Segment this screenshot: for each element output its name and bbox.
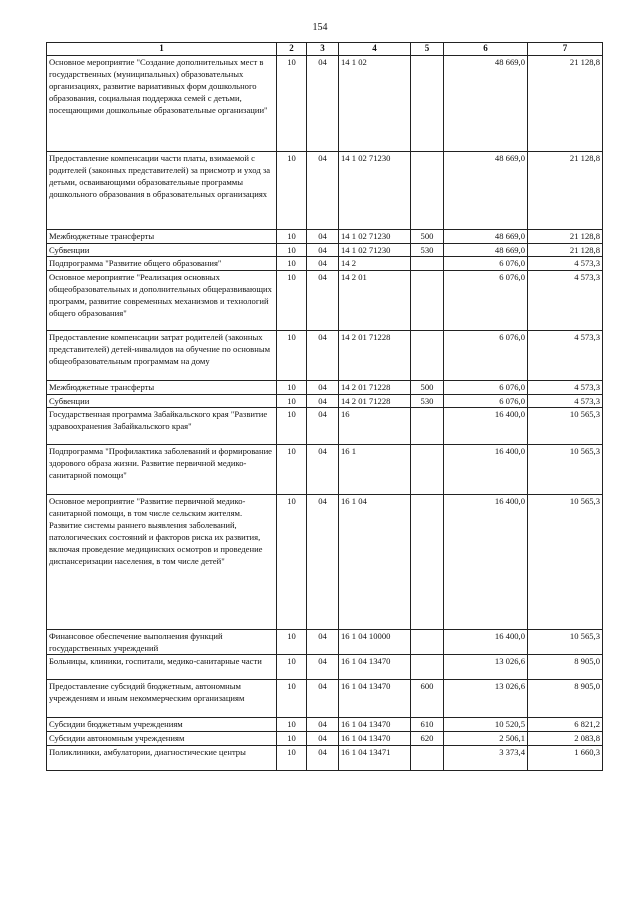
cell-name: Основное мероприятие "Развитие первичной медико-санитарной помощи, в том числе сельским жителям. Развитие системы раннего выявления заболеваний, патологических состояний и факторов риска их развития, включая проведение медицинских осмотров и проведение диспансеризации населения, в том числе детей": [47, 495, 277, 630]
cell-rz: 10: [277, 495, 307, 630]
cell-pr: 04: [307, 257, 339, 271]
cell-vr: [411, 56, 444, 152]
cell-vr: [411, 746, 444, 771]
cell-sum1: 6 076,0: [444, 331, 528, 381]
cell-pr: 04: [307, 331, 339, 381]
cell-rz: 10: [277, 680, 307, 718]
cell-sum2: 4 573,3: [528, 271, 603, 331]
cell-vr: [411, 630, 444, 655]
cell-rz: 10: [277, 152, 307, 230]
cell-pr: 04: [307, 630, 339, 655]
cell-pr: 04: [307, 230, 339, 244]
cell-sum2: 21 128,8: [528, 244, 603, 257]
cell-rz: 10: [277, 445, 307, 495]
cell-sum2: 4 573,3: [528, 381, 603, 395]
cell-sum1: 6 076,0: [444, 271, 528, 331]
cell-csr: 16 1: [339, 445, 411, 495]
cell-rz: 10: [277, 230, 307, 244]
cell-pr: 04: [307, 680, 339, 718]
cell-sum2: 10 565,3: [528, 630, 603, 655]
cell-name: Субвенции: [47, 395, 277, 408]
cell-pr: 04: [307, 381, 339, 395]
table-row: [47, 244, 603, 257]
header-col-3: 3: [307, 43, 339, 56]
cell-name: Основное мероприятие "Создание дополнительных мест в государственных (муниципальных) образовательных организациях, развитие вариативных форм дошкольного образования, социальная поддержка семей с детьми, посещающими дошкольные образовательные организации": [47, 56, 277, 152]
cell-csr: 16 1 04 13470: [339, 680, 411, 718]
header-col-4: 4: [339, 43, 411, 56]
table-row: [47, 445, 603, 495]
cell-sum1: 13 026,6: [444, 655, 528, 680]
cell-sum1: 16 400,0: [444, 445, 528, 495]
cell-pr: 04: [307, 152, 339, 230]
cell-name: Подпрограмма "Профилактика заболеваний и формирование здорового образа жизни. Развитие первичной медико-санитарной помощи": [47, 445, 277, 495]
cell-sum2: 2 083,8: [528, 732, 603, 746]
table-row: [47, 655, 603, 680]
cell-rz: 10: [277, 718, 307, 732]
cell-csr: 14 2: [339, 257, 411, 271]
cell-vr: 600: [411, 680, 444, 718]
cell-sum1: 6 076,0: [444, 381, 528, 395]
cell-vr: [411, 271, 444, 331]
header-col-2: 2: [277, 43, 307, 56]
cell-pr: 04: [307, 271, 339, 331]
cell-rz: 10: [277, 732, 307, 746]
cell-vr: 500: [411, 230, 444, 244]
cell-sum1: 48 669,0: [444, 244, 528, 257]
cell-sum2: 10 565,3: [528, 445, 603, 495]
cell-pr: 04: [307, 244, 339, 257]
table-row: [47, 271, 603, 331]
cell-csr: 16 1 04 10000: [339, 630, 411, 655]
cell-name: Субсидии бюджетным учреждениям: [47, 718, 277, 732]
cell-pr: 04: [307, 495, 339, 630]
cell-sum2: 4 573,3: [528, 395, 603, 408]
cell-vr: [411, 408, 444, 445]
header-col-7: 7: [528, 43, 603, 56]
cell-pr: 04: [307, 395, 339, 408]
cell-pr: 04: [307, 718, 339, 732]
cell-rz: 10: [277, 630, 307, 655]
table-row: [47, 331, 603, 381]
cell-rz: 10: [277, 746, 307, 771]
cell-rz: 10: [277, 257, 307, 271]
cell-name: Поликлиники, амбулатории, диагностические центры: [47, 746, 277, 771]
table-row: [47, 381, 603, 395]
table-row: [47, 495, 603, 630]
cell-name: Межбюджетные трансферты: [47, 381, 277, 395]
cell-name: Основное мероприятие "Реализация основных общеобразовательных и дополнительных общеразвивающих программ, развитие современных механизмов и технологий общего образования": [47, 271, 277, 331]
cell-vr: [411, 257, 444, 271]
header-col-5: 5: [411, 43, 444, 56]
cell-vr: [411, 495, 444, 630]
cell-csr: 16 1 04 13471: [339, 746, 411, 771]
cell-sum1: 3 373,4: [444, 746, 528, 771]
cell-name: Субвенции: [47, 244, 277, 257]
cell-vr: [411, 152, 444, 230]
cell-rz: 10: [277, 271, 307, 331]
cell-csr: 14 2 01: [339, 271, 411, 331]
cell-rz: 10: [277, 395, 307, 408]
cell-name: Больницы, клиники, госпитали, медико-санитарные части: [47, 655, 277, 680]
table-row: [47, 408, 603, 445]
cell-vr: 620: [411, 732, 444, 746]
cell-sum2: 4 573,3: [528, 331, 603, 381]
table-row: [47, 718, 603, 732]
table-row: [47, 732, 603, 746]
cell-sum2: 6 821,2: [528, 718, 603, 732]
cell-sum2: 10 565,3: [528, 408, 603, 445]
header-col-1: 1: [47, 43, 277, 56]
cell-csr: 14 1 02: [339, 56, 411, 152]
cell-rz: 10: [277, 408, 307, 445]
cell-sum1: 10 520,5: [444, 718, 528, 732]
cell-pr: 04: [307, 746, 339, 771]
table-row: [47, 257, 603, 271]
cell-sum2: 1 660,3: [528, 746, 603, 771]
cell-name: Государственная программа Забайкальского края "Развитие здравоохранения Забайкальского края": [47, 408, 277, 445]
cell-sum1: 16 400,0: [444, 408, 528, 445]
cell-csr: 16 1 04 13470: [339, 718, 411, 732]
table-row: [47, 56, 603, 152]
table-row: [47, 746, 603, 771]
cell-sum1: 48 669,0: [444, 230, 528, 244]
cell-sum1: 6 076,0: [444, 395, 528, 408]
cell-pr: 04: [307, 655, 339, 680]
cell-csr: 14 2 01 71228: [339, 381, 411, 395]
cell-pr: 04: [307, 732, 339, 746]
cell-name: Подпрограмма "Развитие общего образования": [47, 257, 277, 271]
cell-csr: 14 1 02 71230: [339, 230, 411, 244]
cell-sum2: 21 128,8: [528, 56, 603, 152]
cell-rz: 10: [277, 655, 307, 680]
cell-sum2: 8 905,0: [528, 655, 603, 680]
cell-pr: 04: [307, 408, 339, 445]
table-row: [47, 630, 603, 655]
header-col-6: 6: [444, 43, 528, 56]
cell-rz: 10: [277, 381, 307, 395]
cell-name: Предоставление компенсации части платы, взимаемой с родителей (законных представителей) за присмотр и уход за детьми, осваивающими образовательные программы дошкольного образования в образовательных организациях: [47, 152, 277, 230]
table-header-row: [47, 43, 603, 56]
cell-csr: 16 1 04: [339, 495, 411, 630]
cell-sum1: 13 026,6: [444, 680, 528, 718]
cell-csr: 14 1 02 71230: [339, 244, 411, 257]
cell-csr: 14 2 01 71228: [339, 395, 411, 408]
cell-csr: 14 1 02 71230: [339, 152, 411, 230]
cell-name: Финансовое обеспечение выполнения функций государственных учреждений: [47, 630, 277, 655]
cell-sum2: 21 128,8: [528, 230, 603, 244]
cell-csr: 16 1 04 13470: [339, 655, 411, 680]
cell-name: Предоставление субсидий бюджетным, автономным учреждениям и иным некоммерческим организациям: [47, 680, 277, 718]
cell-sum1: 16 400,0: [444, 630, 528, 655]
cell-sum1: 2 506,1: [444, 732, 528, 746]
cell-sum1: 48 669,0: [444, 56, 528, 152]
cell-sum1: 48 669,0: [444, 152, 528, 230]
cell-name: Субсидии автономным учреждениям: [47, 732, 277, 746]
cell-name: Межбюджетные трансферты: [47, 230, 277, 244]
cell-sum1: 6 076,0: [444, 257, 528, 271]
cell-csr: 14 2 01 71228: [339, 331, 411, 381]
cell-csr: 16 1 04 13470: [339, 732, 411, 746]
cell-vr: [411, 445, 444, 495]
cell-name: Предоставление компенсации затрат родителей (законных представителей) детей-инвалидов на обучение по основным общеобразовательным программам на дому: [47, 331, 277, 381]
page-number: 154: [312, 22, 328, 33]
table-row: [47, 230, 603, 244]
cell-vr: 500: [411, 381, 444, 395]
cell-pr: 04: [307, 445, 339, 495]
cell-vr: 610: [411, 718, 444, 732]
cell-rz: 10: [277, 331, 307, 381]
cell-csr: 16: [339, 408, 411, 445]
cell-rz: 10: [277, 244, 307, 257]
budget-table: [46, 42, 603, 771]
table-row: [47, 152, 603, 230]
cell-sum2: 21 128,8: [528, 152, 603, 230]
cell-sum2: 4 573,3: [528, 257, 603, 271]
cell-vr: 530: [411, 395, 444, 408]
table-row: [47, 680, 603, 718]
cell-sum2: 8 905,0: [528, 680, 603, 718]
cell-vr: 530: [411, 244, 444, 257]
cell-sum2: 10 565,3: [528, 495, 603, 630]
table-row: [47, 395, 603, 408]
cell-vr: [411, 331, 444, 381]
cell-rz: 10: [277, 56, 307, 152]
cell-sum1: 16 400,0: [444, 495, 528, 630]
cell-vr: [411, 655, 444, 680]
cell-pr: 04: [307, 56, 339, 152]
